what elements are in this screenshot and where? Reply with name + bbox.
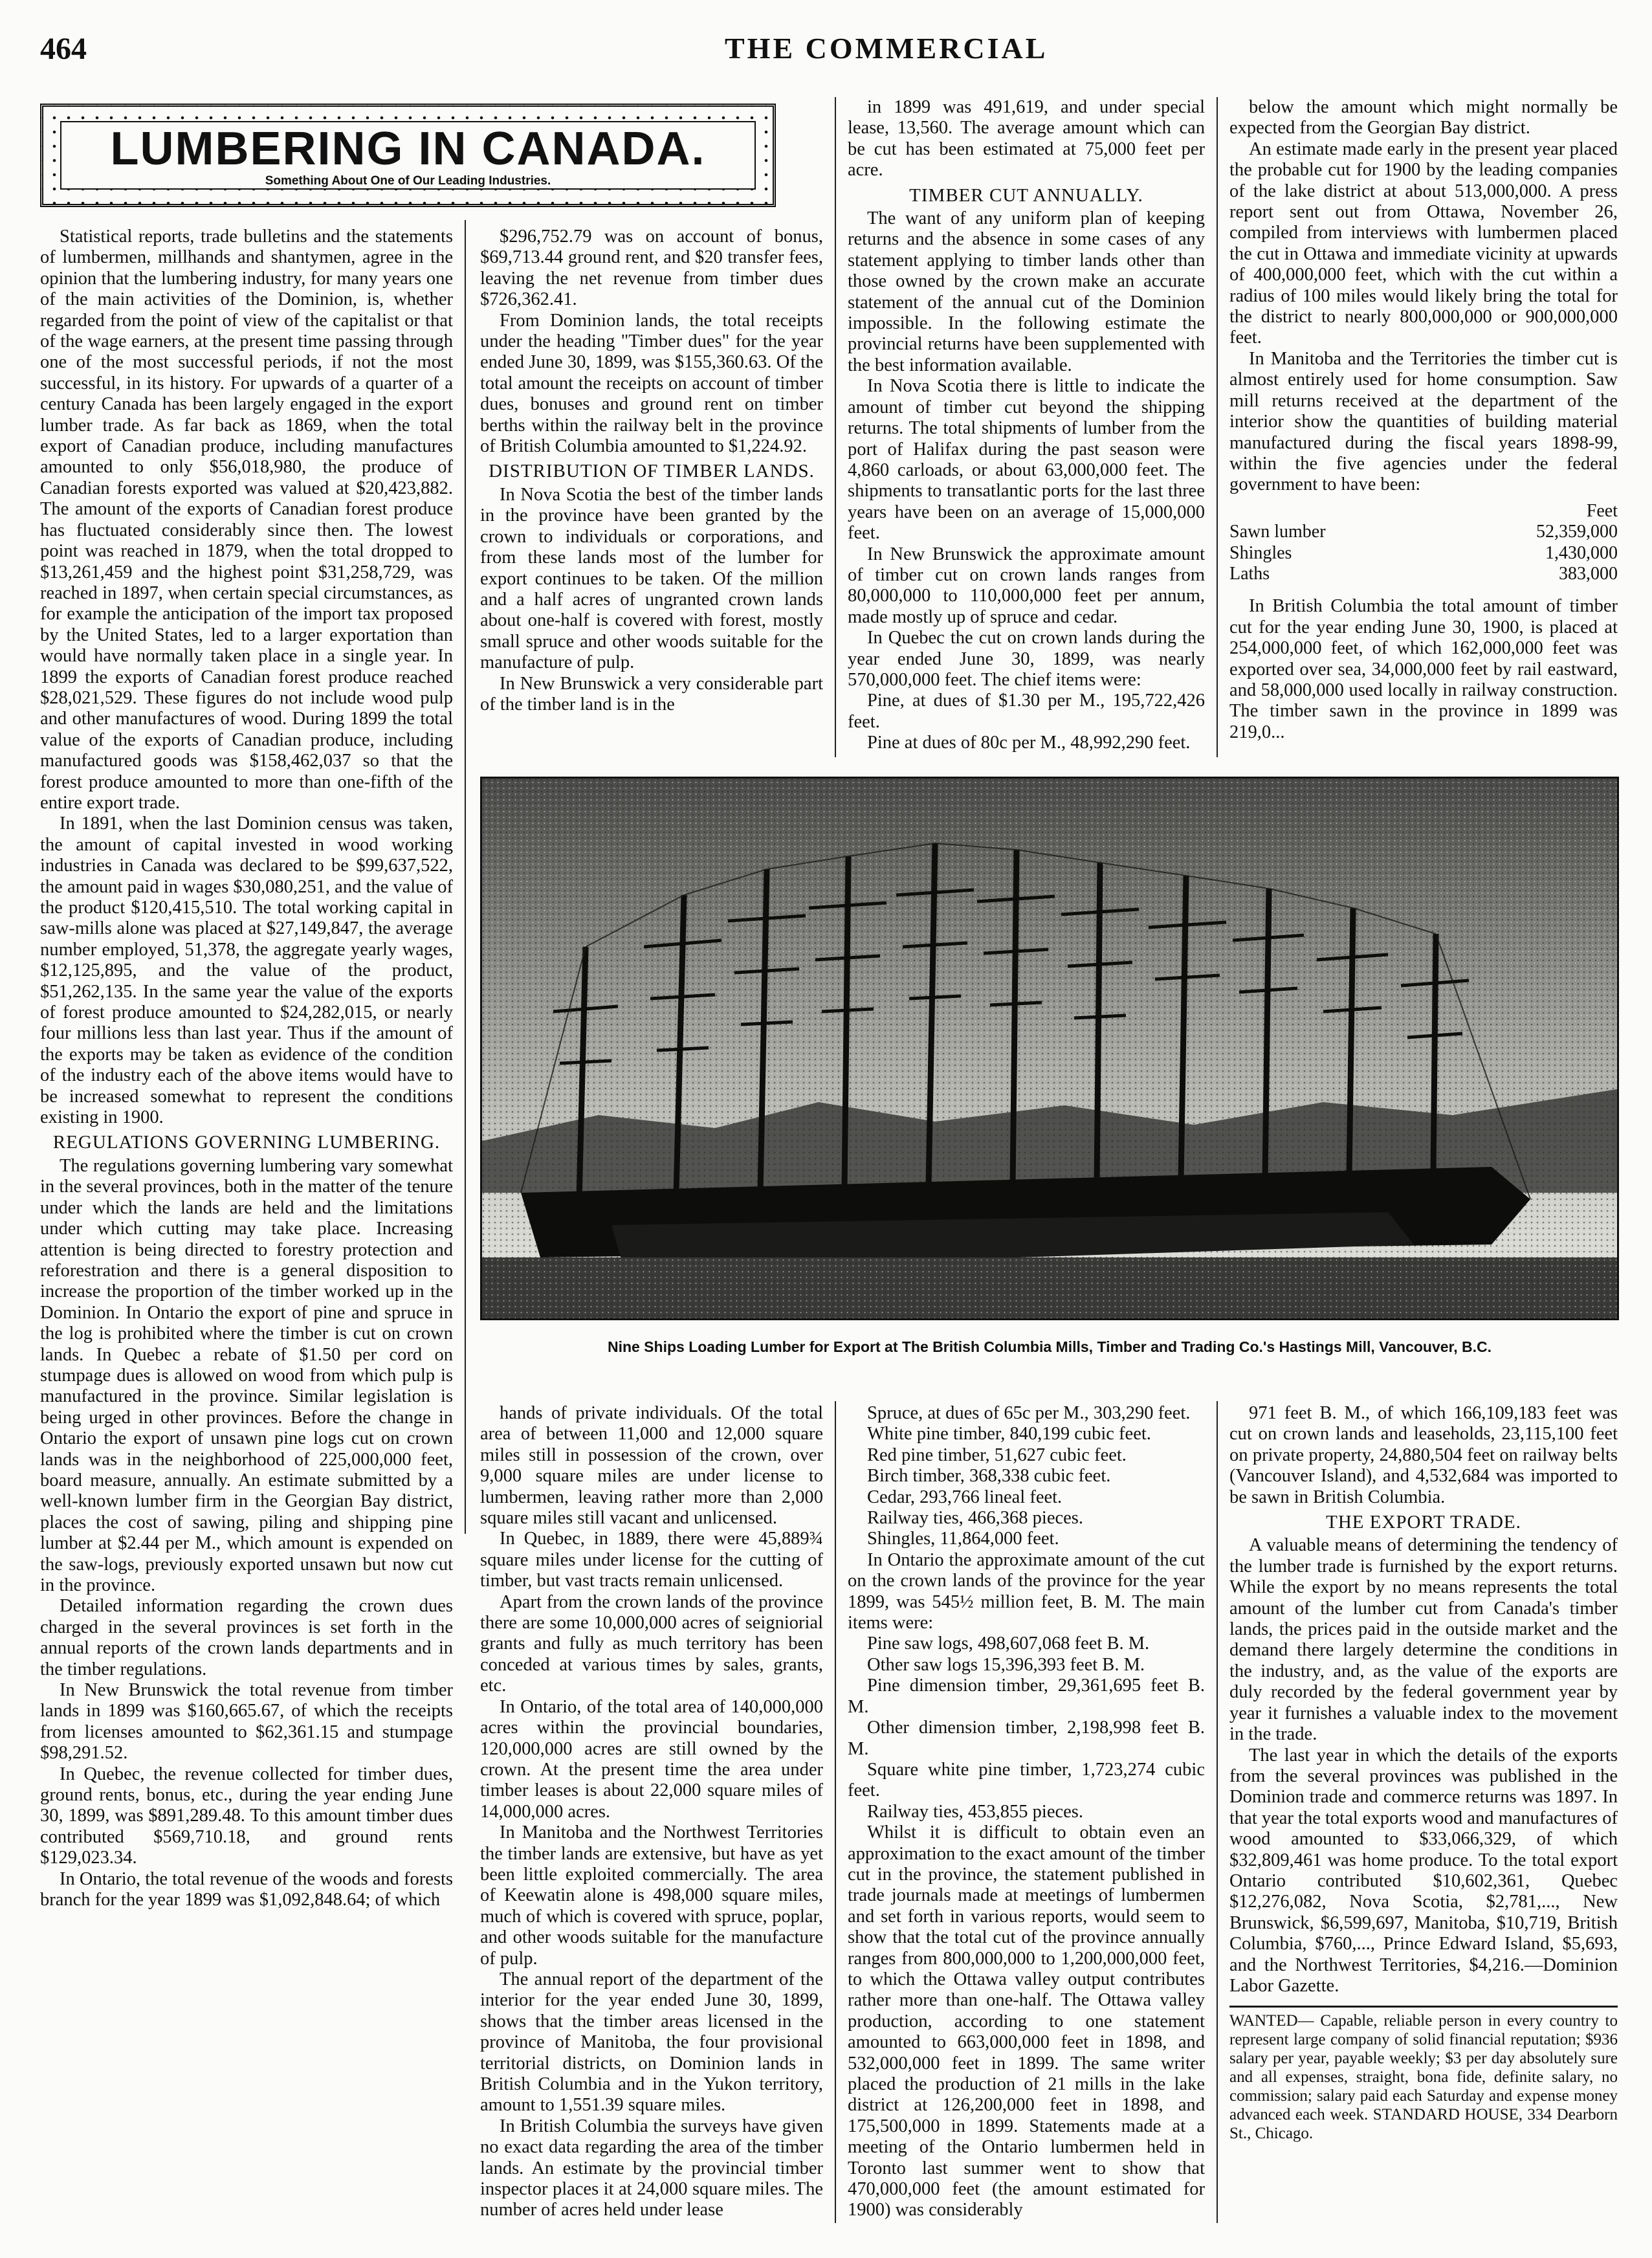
paragraph: Cedar, 293,766 lineal feet. bbox=[867, 1487, 1063, 1507]
page-number: 464 bbox=[40, 32, 87, 66]
paragraph: Railway ties, 453,855 pieces. bbox=[867, 1801, 1084, 1822]
column-rule bbox=[1217, 97, 1218, 757]
table-cell: Laths bbox=[1229, 563, 1270, 584]
section-heading: DISTRIBUTION OF TIMBER LANDS. bbox=[489, 461, 815, 482]
column-2-top bbox=[480, 227, 823, 757]
table-cell: 383,000 bbox=[1559, 563, 1618, 584]
column-3-bottom bbox=[848, 1403, 1205, 2225]
paragraph: Railway ties, 466,368 pieces. bbox=[867, 1508, 1084, 1529]
section-heading: TIMBER CUT ANNUALLY. bbox=[909, 184, 1143, 206]
article-title-inner bbox=[60, 121, 756, 190]
paragraph: in 1899 was 491,619, and under special lease, 13,560. The average amount which can be cut has been estimated at 75,000 feet per acre. bbox=[848, 97, 1205, 181]
table-cell: Shingles bbox=[1229, 542, 1292, 563]
paragraph: Statistical reports, trade bulletins and the statements of lumbermen, millhands and shantymen, agree in the opinion that the lumbering industry, for many years one of the main activities of the Dominion, is, whether regarded from the point of view of the capitalist or that of the wage earners, at the present time passing through one of the most successful periods, if not the most successful, in its history. For upwards of a quarter of a century Canada has been largely engaged in the export lumber trade. As far back as 1869, when the total export of Canadian produce, including manufactures amounted to only $56,018,980, the produce of Canadian forests exported was valued at $20,423,882. The amount of the exports of Canadian forest produce has fluctuated considerably since then. The lowest point was reached in 1879, when the total dropped to $13,261,459 and the highest point $31,258,729, was reached in 1897, when certain special circumstances, as for example the anticipation of the import tax proposed by the United States, led to a larger exportation than would have normally taken place in a single year. In 1899 the exports of Canadian forest produce reached $28,021,529. These figures do not include wood pulp and other manufactures of wood. During 1899 the total value of the exports of Canadian produce, including manufactured goods was $158,462,037 so that the forest produce amounted to more than one-fifth of the entire export trade. bbox=[40, 227, 453, 813]
section-heading: REGULATIONS GOVERNING LUMBERING. bbox=[52, 1132, 441, 1153]
paragraph: Other saw logs 15,396,393 feet B. M. bbox=[867, 1654, 1145, 1675]
paragraph: Spruce, at dues of 65c per M., 303,290 feet. bbox=[867, 1403, 1191, 1423]
paragraph: White pine timber, 840,199 cubic feet. bbox=[867, 1424, 1151, 1444]
column-2-bottom bbox=[480, 1403, 823, 2225]
article-title-box bbox=[40, 104, 776, 207]
paragraph: In Manitoba and the Territories the timber cut is almost entirely used for home consumption. Saw mill returns received at the department of the interior show the quantities of building material manufactured during the fiscal years 1898-99, within the five agencies under the federal government to have been: bbox=[1229, 348, 1618, 495]
article-subtitle: Something About One of Our Leading Industries. bbox=[265, 174, 551, 188]
paragraph: Pine, at dues of $1.30 per M., 195,722,426 feet. bbox=[848, 691, 1205, 732]
table-cell: 1,430,000 bbox=[1545, 542, 1618, 563]
paragraph: The annual report of the department of the interior for the year ended June 30, 1899, shows that the timber areas licensed in the province of Manitoba, the four provisional territorial districts, on Dominion lands in British Columbia and in the Yukon territory, amount to 1,551.39 square miles. bbox=[480, 1969, 823, 2116]
section-heading: THE EXPORT TRADE. bbox=[1326, 1512, 1521, 1533]
paragraph: Pine dimension timber, 29,361,695 feet B. M. bbox=[848, 1676, 1205, 1717]
ships-photo bbox=[480, 777, 1619, 1320]
column-1 bbox=[40, 227, 453, 2226]
column-3-top bbox=[848, 97, 1205, 757]
column-rule bbox=[465, 220, 466, 1534]
paragraph: An estimate made early in the present year placed the probable cut for 1900 by the leading companies of the lake district at about 513,000,000. A press report sent out from Ottawa, November 26, compiled from interviews with lumbermen placed the cut in Ottawa and immediate vicinity at upwards of 400,000,000 feet, which with the cut within a radius of 100 miles would likely bring the total for the district to nearly 800,000,000 or 900,000,000 feet. bbox=[1229, 138, 1618, 348]
paragraph: The want of any uniform plan of keeping returns and the absence in some cases of any statement applying to timber lands other than those owned by the crown make an accurate statement of the annual cut of the Dominion impossible. In the following estimate the provincial returns have been supplemented with the best information available. bbox=[848, 208, 1205, 375]
paragraph: In British Columbia the surveys have given no exact data regarding the area of the timber lands. An estimate by the provincial timber inspector places it at 24,000 square miles. The number of acres held under lease bbox=[480, 2116, 823, 2220]
column-4-bottom bbox=[1229, 1403, 1618, 2225]
paragraph: In British Columbia the total amount of timber cut for the year ending June 30, 1900, is placed at 254,000,000 feet, of which 162,000,000 feet was exported over sea, 34,000,000 feet by rail eastward, and 58,000,000 used locally in railway construction. The timber sawn in the province in 1899 was 219,0... bbox=[1229, 596, 1618, 742]
paragraph: In New Brunswick a very considerable part of the timber land is in the bbox=[480, 673, 823, 714]
paragraph: Whilst it is difficult to obtain even an approximation to the exact amount of the timber cut in the province, the statement published in trade journals made at meetings of lumbermen and set forth in various reports, would seem to show that the total cut of the province annually ranges from 800,000,000 to 1,200,000,000 feet, to which the Ottawa valley output contributes rather more than one-half. The Ottawa valley production, according to one statement amounted to 663,000,000 feet in 1898, and 532,000,000 feet in 1899. The same writer placed the production of 21 mills in the lake district at 126,200,000 feet in 1898, and 175,500,000 in 1899. Statements made at a meeting of the Ontario lumbermen held in Toronto last summer went to show that 470,000,000 feet (the amount estimated for 1900) was considerably bbox=[848, 1822, 1205, 2220]
article-title: LUMBERING IN CANADA. bbox=[110, 123, 706, 175]
table-cell: 52,359,000 bbox=[1536, 522, 1618, 542]
column-rule bbox=[1217, 1401, 1218, 2223]
paragraph: Detailed information regarding the crown dues charged in the several provinces is set forth in the annual reports of the crown lands departments and in the timber regulations. bbox=[40, 1596, 453, 1679]
paragraph: Pine saw logs, 498,607,068 feet B. M. bbox=[867, 1633, 1150, 1654]
paragraph: Other dimension timber, 2,198,998 feet B. M. bbox=[848, 1718, 1205, 1759]
paragraph: In Nova Scotia there is little to indicate the amount of timber cut beyond the shipping returns. The total shipments of lumber from the port of Halifax during the past season were 4,860 carloads, or about 63,000,000 feet. The shipments to transatlantic ports for the last three years have been on an average of 15,000,000 feet. bbox=[848, 376, 1205, 544]
paragraph: hands of private individuals. Of the total area of between 11,000 and 12,000 square miles still in possession of the crown, over 9,000 square miles are under license to lumbermen, leaving rather more than 2,000 square miles still vacant and unlicensed. bbox=[480, 1403, 823, 1529]
paragraph: below the amount which might normally be expected from the Georgian Bay district. bbox=[1229, 97, 1618, 138]
table-row bbox=[1229, 522, 1618, 542]
paragraph: In Quebec, in 1889, there were 45,889¾ square miles under license for the cutting of timber, but vast tracts remain unlicensed. bbox=[480, 1529, 823, 1591]
building-material-table bbox=[1229, 501, 1618, 585]
column-rule bbox=[835, 1401, 836, 2223]
paragraph: In Nova Scotia the best of the timber lands in the province have been granted by the crown to individuals or corporations, and from these lands most of the lumber for export continues to be taken. Of the million and a half acres of ungranted crown lands about one-half is covered with forest, mostly small spruce and other woods suitable for the manufacture of pulp. bbox=[480, 484, 823, 673]
ships-illustration bbox=[482, 779, 1617, 1318]
table-row bbox=[1229, 564, 1618, 584]
paragraph: Square white pine timber, 1,723,274 cubic feet. bbox=[848, 1759, 1205, 1801]
table-cell bbox=[1229, 501, 1440, 522]
paragraph: In New Brunswick the total revenue from timber lands in 1899 was $160,665.67, of which the receipts from licenses amounted to $62,361.15 and stumpage $98,291.52. bbox=[40, 1680, 453, 1764]
column-4-top bbox=[1229, 97, 1618, 757]
paragraph: A valuable means of determining the tendency of the lumber trade is furnished by the export returns. While the export by no means represents the total amount of the lumber cut from Canada's timber lands, the prices paid in the outside market and the demand there largely determine the conditions in the industry, and, as the value of the exports are duly recorded by the federal government year by year it furnishes a valuable index to the movement in the trade. bbox=[1229, 1535, 1618, 1745]
photo-caption: Nine Ships Loading Lumber for Export at The British Columbia Mills, Timber and Trading Co.'s Hastings Mill, Vancouver, B.C. bbox=[607, 1338, 1492, 1355]
publication-title: THE COMMERCIAL bbox=[725, 32, 1048, 65]
paragraph: From Dominion lands, the total receipts under the heading "Timber dues" for the year ended June 30, 1899, was $155,360.63. Of the total amount the receipts on account of timber dues, bonuses and ground rent on timber berths within the railway belt in the province of British Columbia amounted to $1,224.92. bbox=[480, 310, 823, 457]
table-header-feet: Feet bbox=[1586, 500, 1618, 521]
paragraph: In Ontario, of the total area of 140,000,000 acres within the provincial boundaries, 120,000,000 acres are still owned by the crown. At the present time the area under timber leases is about 22,000 square miles of 14,000,000 acres. bbox=[480, 1696, 823, 1822]
paragraph: The last year in which the details of the exports from the several provinces was published in the Dominion trade and commerce returns was 1897. In that year the total exports wood and manufactures of wood amounted to $33,066,329, of which $32,809,461 was home produce. To the total export Ontario contributed $10,602,361, Quebec $12,276,082, Nova Scotia, $2,781,..., New Brunswick, $6,599,697, Manitoba, $10,719, British Columbia, $760,..., Prince Edward Island, $5,693, and the Northwest Territories, $4,216.—Dominion Labor Gazette. bbox=[1229, 1745, 1618, 1996]
paragraph: Shingles, 11,864,000 feet. bbox=[867, 1529, 1059, 1549]
paragraph: $296,752.79 was on account of bonus, $69,713.44 ground rent, and $20 transfer fees, leaving the net revenue from timber dues $726,362.41. bbox=[480, 227, 823, 310]
paragraph: Pine at dues of 80c per M., 48,992,290 feet. bbox=[867, 733, 1191, 753]
classified-ad: WANTED— Capable, reliable person in every country to represent large company of solid financial reputation; $936 salary per year, payable weekly; $3 per day absolutely sure and all expenses, straight, bona fide, definite salary, no commission; salary paid each Saturday and expense money advanced each week. STANDARD HOUSE, 334 Dearborn St., Chicago. bbox=[1229, 2006, 1618, 2143]
table-row bbox=[1229, 543, 1618, 564]
paragraph: Birch timber, 368,338 cubic feet. bbox=[867, 1466, 1111, 1487]
paragraph: The regulations governing lumbering vary somewhat in the several provinces, both in the matter of the tenure under which the lands are held and the limitations under which cutting may take place. Increasing attention is being directed to forestry protection and reforestration and there is a general disposition to increase the proportion of the timber worked up in the Dominion. In Ontario the export of pine and spruce in the log is prohibited where the timber is cut on crown lands. In Quebec a rebate of $1.50 per cord on stumpage dues is allowed on wood from which pulp is manufactured in the province. Similar legislation is being urged in other provinces. Before the change in Ontario the export of unsawn pine logs cut on crown lands was in the neighborhood of 225,000,000 feet, board measure, annually. An estimate submitted by a well-known lumber firm in the Georgian Bay district, places the cost of sawing, piling and shipping pine lumber at $2.44 per M., which amount is expended on the saw-logs, previously exported unsawn but now cut in the province. bbox=[40, 1155, 453, 1595]
paragraph: In Quebec, the revenue collected for timber dues, ground rents, bonus, etc., during the year ending June 30, 1899, was $891,289.48. To this amount timber dues contributed $569,710.18, and ground rents $129,023.34. bbox=[40, 1764, 453, 1868]
table-header-row bbox=[1229, 501, 1618, 522]
table-cell: Sawn lumber bbox=[1229, 522, 1326, 542]
paragraph: In Quebec the cut on crown lands during the year ended June 30, 1899, was nearly 570,000,000 feet. The chief items were: bbox=[848, 628, 1205, 690]
paragraph: In Manitoba and the Northwest Territories the timber lands are extensive, but have as yet been little exploited commercially. The area of Keewatin alone is 498,000 square miles, much of which is covered with spruce, poplar, and other woods suitable for the manufacture of pulp. bbox=[480, 1822, 823, 1969]
paragraph: In Ontario, the total revenue of the woods and forests branch for the year 1899 was $1,092,848.64; of which bbox=[40, 1868, 453, 1910]
paragraph: In 1891, when the last Dominion census was taken, the amount of capital invested in wood working industries in Canada was declared to be $99,637,522, the amount paid in wages $30,080,251, and the value of the product $120,415,510. The total working capital in saw-mills alone was placed at $27,149,847, the average number employed, 51,378, the aggregate yearly wages, $12,125,895, and the value of the product, $51,262,135. In the same year the value of the exports of forest produce amounted to $24,282,015, or nearly four millions less than last year. Thus if the amount of the exports may be taken as evidence of the condition of the industry each of the above items would have to be increased somewhat to represent the conditions existing in 1900. bbox=[40, 814, 453, 1128]
paragraph: Red pine timber, 51,627 cubic feet. bbox=[867, 1444, 1127, 1465]
paragraph: 971 feet B. M., of which 166,109,183 feet was cut on crown lands and leaseholds, 23,115,100 feet on private property, 24,880,504 feet on railway belts (Vancouver Island), and 4,532,684 was imported to be sawn in British Columbia. bbox=[1229, 1403, 1618, 1507]
column-rule bbox=[835, 97, 836, 757]
paragraph: Apart from the crown lands of the province there are some 10,000,000 acres of seigniorial grants and fully as much territory has been conceded at various times by sales, grants, etc. bbox=[480, 1591, 823, 1696]
paragraph: In Ontario the approximate amount of the cut on the crown lands of the province for the year 1899, was 545½ million feet, B. M. The main items were: bbox=[848, 1549, 1205, 1633]
paragraph: In New Brunswick the approximate amount of timber cut on crown lands ranges from 80,000,000 to 110,000,000 feet per annum, made mostly up of spruce and cedar. bbox=[848, 544, 1205, 627]
